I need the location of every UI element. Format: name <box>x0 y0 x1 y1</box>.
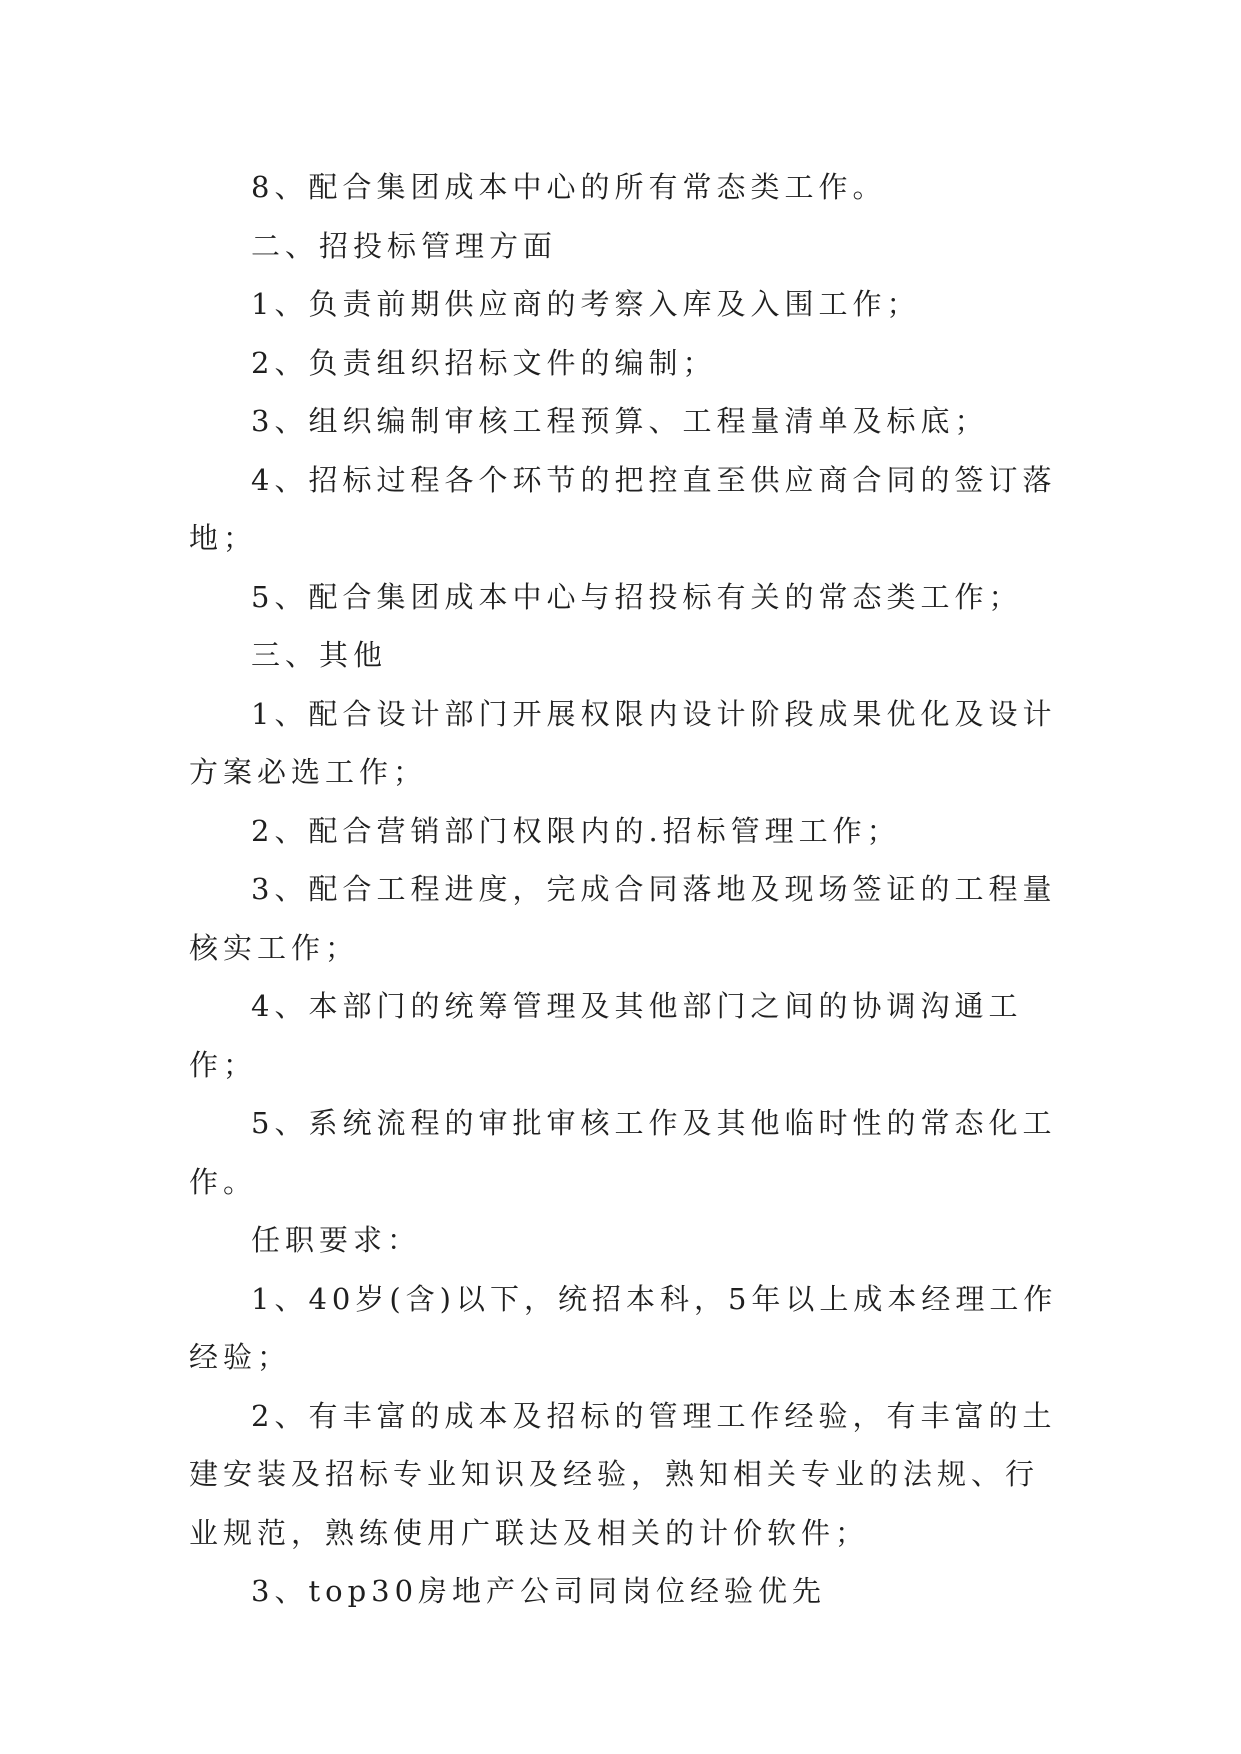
paragraph-requirement-3: 3、top30房地产公司同岗位经验优先 <box>251 1574 827 1608</box>
paragraph-other-5: 5、系统流程的审批审核工作及其他临时性的常态化工作。 <box>189 1106 1057 1199</box>
paragraph-duty-8: 8、配合集团成本中心的所有常态类工作。 <box>251 170 887 204</box>
paragraph-requirement-2: 2、有丰富的成本及招标的管理工作经验，有丰富的土建安装及招标专业知识及经验，熟知相关专业的法规、行业规范，熟练使用广联达及相关的计价软件； <box>189 1398 1057 1550</box>
section-heading-bidding: 二、招投标管理方面 <box>251 228 558 263</box>
paragraph-bidding-5: 5、配合集团成本中心与招投标有关的常态类工作； <box>251 579 1023 614</box>
paragraph-other-4: 4、本部门的统筹管理及其他部门之间的协调沟通工作； <box>189 989 1023 1082</box>
paragraph-bidding-3: 3、组织编制审核工程预算、工程量清单及标底； <box>251 404 989 438</box>
paragraph-other-2: 2、配合营销部门权限内的.招标管理工作； <box>251 813 901 848</box>
section-heading-other: 三、其他 <box>251 638 388 672</box>
paragraph-other-3: 3、配合工程进度，完成合同落地及现场签证的工程量核实工作； <box>189 872 1057 965</box>
section-heading-requirements: 任职要求： <box>251 1223 422 1257</box>
paragraph-bidding-2: 2、负责组织招标文件的编制； <box>251 345 717 380</box>
document-body <box>189 158 1059 1621</box>
paragraph-bidding-1: 1、负责前期供应商的考察入库及入围工作； <box>251 287 921 321</box>
paragraph-bidding-4: 4、招标过程各个环节的把控直至供应商合同的签订落地； <box>189 462 1057 555</box>
paragraph-requirement-1: 1、40岁(含)以下，统招本科，5年以上成本经理工作经验； <box>189 1281 1058 1374</box>
paragraph-other-1: 1、配合设计部门开展权限内设计阶段成果优化及设计方案必选工作； <box>189 696 1057 789</box>
